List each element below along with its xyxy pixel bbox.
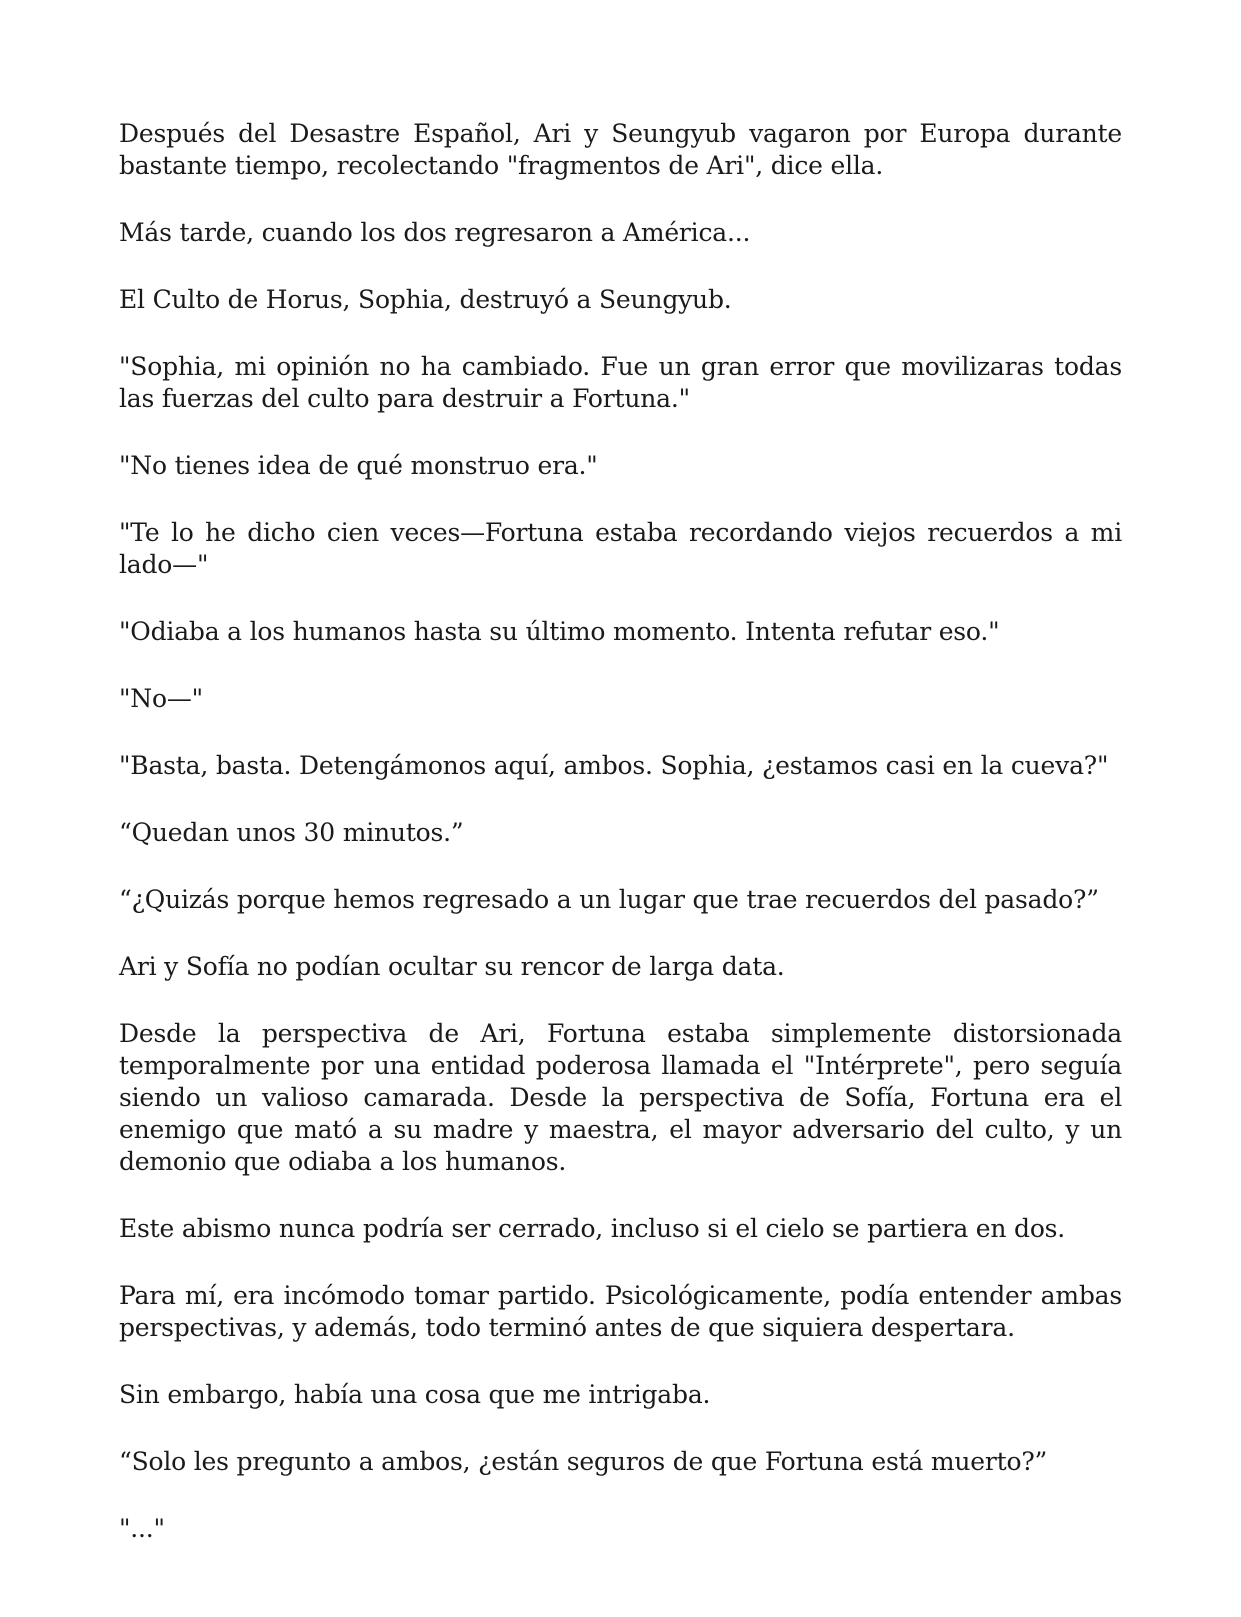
document-page: [119, 118, 1122, 1545]
paragraph-15: Para mí, era incómodo tomar partido. Psicológicamente, podía entender ambas perspectivas, y además, todo terminó antes de que siquiera despertara.: [119, 1281, 1122, 1342]
paragraph-8: "No—": [119, 684, 203, 713]
paragraph-13: Desde la perspectiva de Ari, Fortuna estaba simplemente distorsionada temporalmente por una entidad poderosa llamada el "Intérprete", pero seguía siendo un valioso camarada. Desde la perspectiva de Sofía, Fortuna era el enemigo que mató a su madre y maestra, el mayor adversario del culto, y un demonio que odiaba a los humanos.: [119, 1019, 1122, 1176]
paragraph-3: El Culto de Horus, Sophia, destruyó a Seungyub.: [119, 285, 732, 314]
paragraph-17: “Solo les pregunto a ambos, ¿están seguros de que Fortuna está muerto?”: [119, 1447, 1048, 1476]
paragraph-5: "No tienes idea de qué monstruo era.": [119, 451, 598, 480]
paragraph-9: "Basta, basta. Detengámonos aquí, ambos. Sophia, ¿estamos casi en la cueva?": [119, 751, 1109, 780]
paragraph-4: "Sophia, mi opinión no ha cambiado. Fue un gran error que movilizaras todas las fuerzas del culto para destruir a Fortuna.": [119, 352, 1122, 413]
paragraph-7: "Odiaba a los humanos hasta su último momento. Intenta refutar eso.": [119, 617, 1000, 646]
paragraph-18: "...": [119, 1514, 165, 1543]
paragraph-11: “¿Quizás porque hemos regresado a un lugar que trae recuerdos del pasado?”: [119, 885, 1099, 914]
paragraph-10: “Quedan unos 30 minutos.”: [119, 818, 464, 847]
paragraph-14: Este abismo nunca podría ser cerrado, incluso si el cielo se partiera en dos.: [119, 1214, 1066, 1243]
paragraph-6: "Te lo he dicho cien veces—Fortuna estaba recordando viejos recuerdos a mi lado—": [119, 518, 1122, 579]
paragraph-1: Después del Desastre Español, Ari y Seungyub vagaron por Europa durante bastante tiempo, recolectando "fragmentos de Ari", dice ella.: [119, 119, 1122, 180]
paragraph-12: Ari y Sofía no podían ocultar su rencor de larga data.: [119, 952, 785, 981]
paragraph-16: Sin embargo, había una cosa que me intrigaba.: [119, 1380, 711, 1409]
paragraph-2: Más tarde, cuando los dos regresaron a América...: [119, 218, 751, 247]
